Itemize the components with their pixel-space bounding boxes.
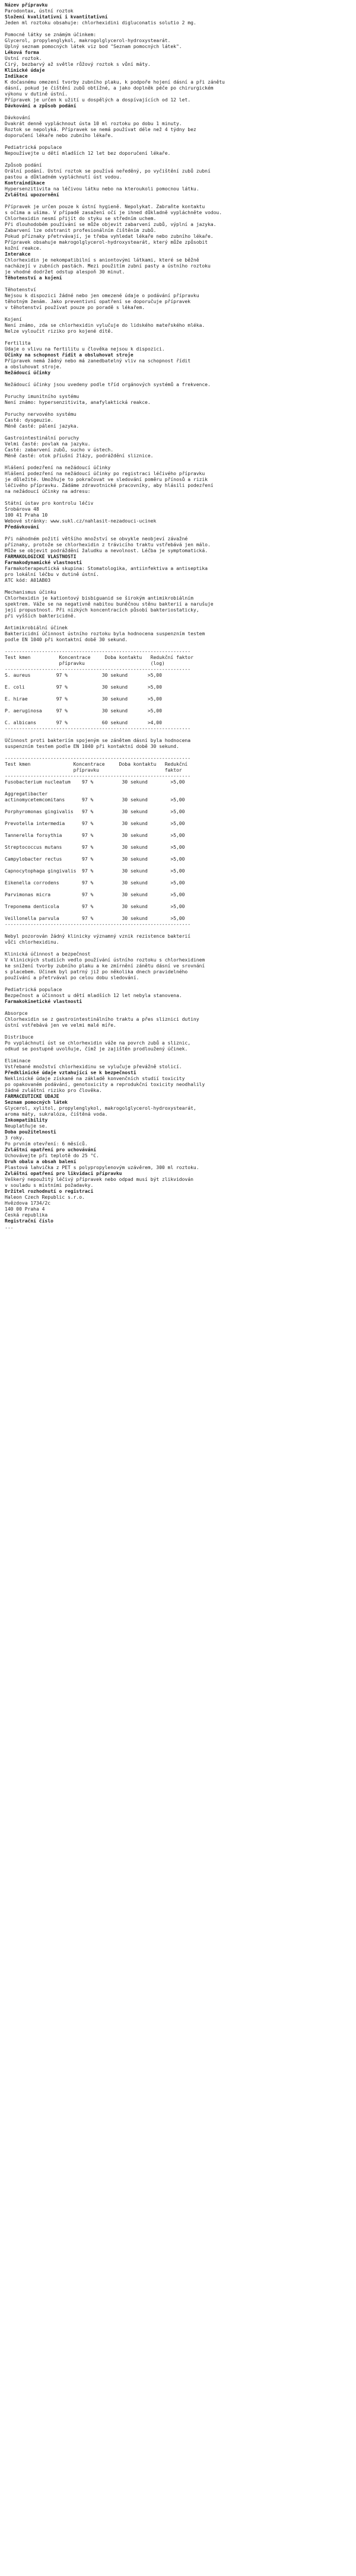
text-line: 3 roky. bbox=[5, 1135, 25, 1141]
text-line: žádné zvláštní riziko pro člověka. bbox=[5, 1088, 102, 1093]
text-line bbox=[5, 910, 351, 916]
text-line bbox=[5, 388, 351, 394]
text-line: Mechanismus účinku bbox=[5, 590, 56, 595]
text-line: Poruchy imunitního systému bbox=[5, 394, 80, 399]
text-line bbox=[5, 198, 351, 204]
text-line: spektrem. Váže se na negativně nabitou buněčnou stěnu bakterií a narušuje bbox=[5, 601, 214, 607]
text-line: v souladu s místními požadavky. bbox=[5, 1183, 94, 1188]
text-line: na nežádoucí účinky na adresu: bbox=[5, 489, 91, 494]
section-heading: Doba použitelnosti bbox=[5, 1129, 56, 1135]
text-line: C. albicans 97 % 60 sekund >4,00 bbox=[5, 720, 162, 725]
text-line: Prevotella intermedia 97 % 30 sekund >5,00 bbox=[5, 821, 185, 826]
text-line: Nepoužívejte u dětí mladších 12 let bez doporučení lékaře. bbox=[5, 151, 171, 156]
text-line: Není známo, zda se chlorhexidin vylučuje do lidského mateřského mléka. bbox=[5, 323, 205, 328]
section-heading: Dávkování a způsob podání bbox=[5, 103, 77, 109]
section-heading: Inkompatibility bbox=[5, 1117, 48, 1123]
text-line: Parvimonas micra 97 % 30 sekund >5,00 bbox=[5, 892, 185, 897]
text-line: Glycerol, propylenglykol, makrogolglycerol-hydroxystearát. bbox=[5, 38, 171, 43]
text-line: Nežádoucí účinky jsou uvedeny podle tříd orgánových systémů a frekvence. bbox=[5, 382, 211, 387]
text-line: V klinických studiích vedlo používání ústního roztoku s chlorhexidinem bbox=[5, 957, 205, 963]
text-line: příznaky, protože se chlorhexidin z trávicího traktu vstřebává jen málo. bbox=[5, 542, 211, 547]
text-line: v těhotenství používat pouze po poradě s lékařem. bbox=[5, 305, 145, 310]
text-line bbox=[5, 643, 351, 649]
text-line bbox=[5, 803, 351, 809]
text-line: Pediatrická populace bbox=[5, 145, 62, 150]
text-line: ----------------------------------------------------------------- bbox=[5, 649, 191, 654]
text-line bbox=[5, 1052, 351, 1058]
text-line: Dvakrát denně vypláchnout ústa 10 ml roztoku po dobu 1 minuty. bbox=[5, 121, 182, 126]
section-heading: Předávkování bbox=[5, 524, 39, 530]
text-line bbox=[5, 750, 351, 756]
text-line: s placebem. Účinek byl patrný již po několika dnech pravidelného bbox=[5, 969, 188, 975]
text-line: Treponema denticola 97 % 30 sekund >5,00 bbox=[5, 904, 185, 909]
text-line: Ústní roztok. bbox=[5, 56, 42, 61]
text-line: P. aeruginosa 97 % 30 sekund >5,00 bbox=[5, 708, 162, 714]
text-line: ke snížení tvorby zubního plaku a ke zmírnění zánětu dásní ve srovnání bbox=[5, 963, 205, 969]
text-line: Po vypláchnutí úst se chlorhexidin váže na povrch zubů a sliznic, bbox=[5, 1040, 191, 1046]
text-line: Test kmen Koncentrace Doba kontaktu Redukční faktor bbox=[5, 655, 193, 660]
text-line bbox=[5, 898, 351, 904]
text-line bbox=[5, 874, 351, 880]
text-line: Není známo: hypersenzitivita, anafylaktická reakce. bbox=[5, 400, 151, 405]
text-line: Bezpečnost a účinnost u dětí mladších 12 let nebyla stanovena. bbox=[5, 993, 182, 998]
section-heading: Zvláštní upozornění bbox=[5, 192, 59, 198]
text-line: ----------------------------------------------------------------- bbox=[5, 773, 191, 779]
text-line: Může se objevit podráždění žaludku a nevolnost. Léčba je symptomatická. bbox=[5, 548, 208, 553]
text-line: Pomocné látky se známým účinkem: bbox=[5, 32, 97, 37]
text-line bbox=[5, 862, 351, 868]
section-heading: Zvláštní opatření pro uchovávání bbox=[5, 1147, 97, 1152]
text-line: Glycerol, xylitol, propylenglykol, makrogolglycerol-hydroxystearát, bbox=[5, 1106, 196, 1111]
text-line: Přípravek je určen k užití u dospělých a dospívajících od 12 let. bbox=[5, 97, 191, 103]
text-line: Časté: zabarvení zubů, sucho v ústech. bbox=[5, 447, 114, 453]
section-heading: Kontraindikace bbox=[5, 180, 45, 186]
text-line: Plastová lahvička z PET s polypropylenovým uzávěrem, 300 ml roztoku. bbox=[5, 1165, 199, 1170]
text-line: Eliminace bbox=[5, 1058, 31, 1063]
text-line bbox=[5, 886, 351, 892]
text-line: Čirý, bezbarvý až světle růžový roztok s vůní máty. bbox=[5, 62, 151, 67]
text-line: Hlášení podezření na nežádoucí účinky po registraci léčivého přípravku bbox=[5, 471, 205, 476]
text-line: a obsluhovat stroje. bbox=[5, 364, 62, 370]
text-line: Absorpce bbox=[5, 1011, 28, 1016]
text-line bbox=[5, 815, 351, 821]
text-line: Vstřebané množství chlorhexidinu se vylučuje převážně stolicí. bbox=[5, 1064, 182, 1069]
text-line: Přípravek je určen pouze k ústní hygieně. Nepolykat. Zabraňte kontaktu bbox=[5, 204, 205, 209]
text-line: odkud se postupně uvolňuje, čímž je zajištěn prodloužený účinek. bbox=[5, 1046, 188, 1052]
text-line: Webové stránky: www.sukl.cz/nahlasit-nezadouci-ucinek bbox=[5, 518, 157, 524]
text-line: Chlorhexidin je nekompatibilní s aniontovými látkami, které se běžně bbox=[5, 257, 199, 263]
text-line: Veillonella parvula 97 % 30 sekund >5,00 bbox=[5, 916, 185, 921]
text-line: Gastrointestinální poruchy bbox=[5, 435, 80, 441]
text-line: Pediatrická populace bbox=[5, 987, 62, 992]
section-heading: Seznam pomocných látek bbox=[5, 1100, 68, 1105]
text-line: Po prvním otevření: 6 měsíců. bbox=[5, 1141, 88, 1147]
text-line: po opakovaném podávání, genotoxicity a reprodukční toxicity neodhalily bbox=[5, 1082, 205, 1087]
text-line bbox=[5, 732, 351, 738]
text-line: Při dlouhodobém používání se může objevit zabarvení zubů, výplní a jazyka. bbox=[5, 222, 217, 227]
text-line bbox=[5, 281, 351, 287]
text-line bbox=[5, 702, 351, 708]
text-line bbox=[5, 1029, 351, 1034]
section-heading: Registrační číslo bbox=[5, 1218, 53, 1224]
text-line: Přípravek obsahuje makrogolglycerol-hydroxystearát, který může způsobit bbox=[5, 240, 208, 245]
text-line: K dočasnému omezení tvorby zubního plaku, k podpoře hojení dásní a při zánětu bbox=[5, 79, 225, 85]
text-line: doporučení lékaře nebo zubního lékaře. bbox=[5, 133, 114, 138]
text-line: 140 00 Praha 4 bbox=[5, 1206, 45, 1212]
text-line bbox=[5, 376, 351, 382]
text-line bbox=[5, 311, 351, 317]
text-line: Tannerella forsythia 97 % 30 sekund >5,00 bbox=[5, 833, 185, 838]
text-line: Fusobacterium nucleatum 97 % 30 sekund >5,00 bbox=[5, 779, 185, 785]
text-line: Způsob podání bbox=[5, 163, 42, 168]
text-line bbox=[5, 406, 351, 412]
section-heading: FARMAKOLOGICKÉ VLASTNOSTI bbox=[5, 554, 77, 559]
text-line: Těhotenství bbox=[5, 287, 36, 292]
section-heading: Interakce bbox=[5, 251, 31, 257]
text-line: používání a přetrvával po celou dobu sledování. bbox=[5, 975, 139, 980]
text-line: ----------------------------------------------------------------- bbox=[5, 726, 191, 731]
text-line: Antimikrobiální účinek bbox=[5, 625, 68, 631]
text-line: kožní reakce. bbox=[5, 246, 42, 251]
text-line: nacházejí v zubních pastách. Mezi použitím zubní pasty a ústního roztoku bbox=[5, 263, 211, 269]
text-line: Capnocytophaga gingivalis 97 % 30 sekund >5,00 bbox=[5, 868, 185, 874]
text-line: Porphyromonas gingivalis 97 % 30 sekund >5,00 bbox=[5, 809, 185, 814]
text-line: Chlorhexidin se z gastrointestinálního traktu a přes sliznici dutiny bbox=[5, 1017, 199, 1022]
text-line: Hlášení podezření na nežádoucí účinky bbox=[5, 465, 111, 470]
text-line: Časté: dysgeuzie. bbox=[5, 418, 53, 423]
section-heading: Farmakokinetické vlastnosti bbox=[5, 999, 82, 1004]
text-line bbox=[5, 109, 351, 115]
text-line: její propustnost. Při nízkých koncentracích působí bakteriostaticky, bbox=[5, 607, 199, 613]
text-line: Chlorhexidin nesmí přijít do styku se středním uchem. bbox=[5, 216, 157, 221]
text-line: Nebyl pozorován žádný klinicky významný vznik rezistence bakterií bbox=[5, 934, 191, 939]
text-line: E. coli 97 % 30 sekund >5,00 bbox=[5, 684, 162, 690]
text-line: přípravku faktor bbox=[5, 768, 182, 773]
text-line: Státní ústav pro kontrolu léčiv bbox=[5, 501, 94, 506]
section-heading: Účinky na schopnost řídit a obsluhovat stroje bbox=[5, 352, 134, 358]
text-line bbox=[5, 459, 351, 465]
text-line: Účinnost proti bakteriím spojeným se zánětem dásní byla hodnocena bbox=[5, 738, 191, 743]
text-line: Campylobacter rectus 97 % 30 sekund >5,00 bbox=[5, 856, 185, 862]
text-line: ----------------------------------------------------------------- bbox=[5, 922, 191, 927]
document-body bbox=[0, 0, 356, 1230]
text-line: S. aureus 97 % 30 sekund >5,00 bbox=[5, 673, 162, 678]
text-line: suspenzním testem podle EN 1040 při kontaktní době 30 sekund. bbox=[5, 744, 179, 749]
text-line: Kojení bbox=[5, 317, 22, 322]
text-line: ústní vstřebává jen ve velmi malé míře. bbox=[5, 1023, 116, 1028]
text-line: Aggregatibacter bbox=[5, 791, 48, 797]
text-line bbox=[5, 495, 351, 501]
section-heading: Složení kvalitativní i kvantitativní bbox=[5, 14, 108, 20]
text-line: Nelze vyloučit riziko pro kojené dítě. bbox=[5, 329, 114, 334]
text-line: ----------------------------------------------------------------- bbox=[5, 756, 191, 761]
text-line bbox=[5, 714, 351, 720]
text-line: Neklinické údaje získané na základě konvenčních studií toxicity bbox=[5, 1076, 185, 1081]
text-line: 100 41 Praha 10 bbox=[5, 512, 48, 518]
section-heading: Indikace bbox=[5, 74, 28, 79]
text-line: při vyšších baktericidně. bbox=[5, 613, 77, 619]
text-line: výkonu v dutině ústní. bbox=[5, 91, 68, 97]
text-line bbox=[5, 429, 351, 435]
text-line bbox=[5, 851, 351, 856]
text-line bbox=[5, 839, 351, 845]
text-line bbox=[5, 928, 351, 934]
text-line: vůči chlorhexidinu. bbox=[5, 940, 59, 945]
section-heading: Druh obalu a obsah balení bbox=[5, 1159, 77, 1164]
section-heading: Léková forma bbox=[5, 50, 39, 55]
text-line: Nejsou k dispozici žádné nebo jen omezené údaje o podávání přípravku bbox=[5, 293, 199, 298]
text-line bbox=[5, 785, 351, 791]
text-line: Orální podání. Ústní roztok se používá neředěný, po vyčištění zubů zubní bbox=[5, 168, 211, 174]
text-line bbox=[5, 335, 351, 340]
text-line bbox=[5, 530, 351, 536]
text-line: Zabarvení lze odstranit profesionálním čištěním zubů. bbox=[5, 228, 157, 233]
text-line: ... bbox=[5, 1224, 14, 1230]
section-heading: Nežádoucí účinky bbox=[5, 370, 51, 375]
text-line: Dávkování bbox=[5, 115, 31, 120]
text-line: Eikenella corrodens 97 % 30 sekund >5,00 bbox=[5, 880, 185, 886]
text-line: pro lokální léčbu v dutině ústní. bbox=[5, 572, 99, 577]
text-line: je důležité. Umožňuje to pokračovat ve sledování poměru přínosů a rizik bbox=[5, 477, 208, 482]
text-line: ----------------------------------------------------------------- bbox=[5, 667, 191, 672]
text-line: podle EN 1040 při kontaktní době 30 sekund. bbox=[5, 637, 128, 642]
text-line: Distribuce bbox=[5, 1034, 34, 1040]
section-heading: Klinické údaje bbox=[5, 68, 45, 73]
text-line bbox=[5, 584, 351, 590]
text-line: Test kmen Koncentrace Doba kontaktu Redukční bbox=[5, 762, 188, 767]
text-line: Klinická účinnost a bezpečnost bbox=[5, 951, 91, 957]
section-heading: Předklinické údaje vztahující se k bezpečnosti bbox=[5, 1070, 136, 1075]
text-line: Neuplatňuje se. bbox=[5, 1123, 48, 1129]
text-line: Haleon Czech Republic s.r.o. bbox=[5, 1195, 85, 1200]
text-line: Šrobárova 48 bbox=[5, 507, 39, 512]
text-line bbox=[5, 26, 351, 32]
text-line: přípravku (log) bbox=[5, 661, 165, 666]
text-line: actinomycetemcomitans 97 % 30 sekund >5,00 bbox=[5, 797, 185, 803]
text-line: Fertilita bbox=[5, 340, 31, 346]
text-line: Méně časté: pálení jazyka. bbox=[5, 424, 80, 429]
text-line: Roztok se nepolyká. Přípravek se nemá používat déle než 4 týdny bez bbox=[5, 127, 196, 132]
text-line: Jeden ml roztoku obsahuje: chlorhexidini digluconatis solutio 2 mg. bbox=[5, 20, 196, 26]
text-line bbox=[5, 827, 351, 833]
text-line: Úplný seznam pomocných látek viz bod "Seznam pomocných látek". bbox=[5, 44, 182, 49]
text-line bbox=[5, 679, 351, 684]
text-line bbox=[5, 690, 351, 696]
section-heading: Držitel rozhodnutí o registraci bbox=[5, 1189, 94, 1194]
text-line bbox=[5, 619, 351, 625]
section-heading: FARMACEUTICKÉ ÚDAJE bbox=[5, 1094, 59, 1099]
text-line: Hvězdova 1734/2c bbox=[5, 1201, 51, 1206]
text-line: léčivého přípravku. Žádáme zdravotnické pracovníky, aby hlásili podezření bbox=[5, 483, 214, 488]
text-line: Streptococcus mutans 97 % 30 sekund >5,00 bbox=[5, 845, 185, 850]
text-line: Veškerý nepoužitý léčivý přípravek nebo odpad musí být zlikvidován bbox=[5, 1177, 193, 1182]
text-line: Farmakoterapeutická skupina: Stomatologika, antiinfektiva a antiseptika bbox=[5, 566, 208, 571]
text-line: Česká republika bbox=[5, 1212, 48, 1218]
text-line: těhotným ženám. Jako preventivní opatření se doporučuje přípravek bbox=[5, 299, 191, 304]
text-line: ATC kód: A01AB03 bbox=[5, 578, 51, 583]
text-line: aroma máty, sukralóza, čištěná voda. bbox=[5, 1112, 108, 1117]
text-line bbox=[5, 157, 351, 163]
text-line: s očima a ušima. V případě zasažení očí je ihned důkladně vypláchněte vodou. bbox=[5, 210, 223, 215]
text-line: E. hirae 97 % 30 sekund >5,00 bbox=[5, 696, 162, 702]
text-line: je vhodné dodržet odstup alespoň 30 minut. bbox=[5, 269, 125, 275]
text-line bbox=[5, 139, 351, 145]
text-line bbox=[5, 1005, 351, 1011]
text-line: Méně časté: otok příušní žlázy, podráždění sliznice. bbox=[5, 453, 154, 458]
text-line: Baktericidní účinnost ústního roztoku byla hodnocena suspenzním testem bbox=[5, 631, 205, 636]
text-line: Uchovávejte při teplotě do 25 °C. bbox=[5, 1153, 99, 1158]
text-line: Chlorhexidin je kationtový bisbiguanid se širokým antimikrobiálním bbox=[5, 596, 193, 601]
text-line: Údaje o vlivu na fertilitu u člověka nejsou k dispozici. bbox=[5, 346, 165, 352]
section-heading: Těhotenství a kojení bbox=[5, 275, 62, 281]
text-line: Pokud příznaky přetrvávají, je třeba vyhledat lékaře nebo zubního lékaře. bbox=[5, 234, 214, 239]
text-line: Přípravek nemá žádný nebo má zanedbatelný vliv na schopnost řídit bbox=[5, 358, 191, 364]
text-line: Parodontax, ústní roztok bbox=[5, 8, 74, 14]
section-heading: Zvláštní opatření pro likvidaci přípravku bbox=[5, 1171, 122, 1176]
text-line bbox=[5, 945, 351, 951]
text-line: pastou a důkladném vypláchnutí úst vodou. bbox=[5, 174, 122, 180]
text-line bbox=[5, 981, 351, 987]
text-line: dásní, pokud je čištění zubů obtížné, a jako doplněk péče po chirurgickém bbox=[5, 85, 214, 91]
section-heading: Název přípravku bbox=[5, 2, 48, 8]
text-line: Poruchy nervového systému bbox=[5, 412, 77, 417]
text-line: Velmi časté: povlak na jazyku. bbox=[5, 441, 91, 447]
section-heading: Farmakodynamické vlastnosti bbox=[5, 560, 82, 565]
text-line: Hypersenzitivita na léčivou látku nebo na kteroukoli pomocnou látku. bbox=[5, 186, 199, 192]
text-line: Při náhodném požití většího množství se obvykle neobjeví závažné bbox=[5, 536, 188, 542]
